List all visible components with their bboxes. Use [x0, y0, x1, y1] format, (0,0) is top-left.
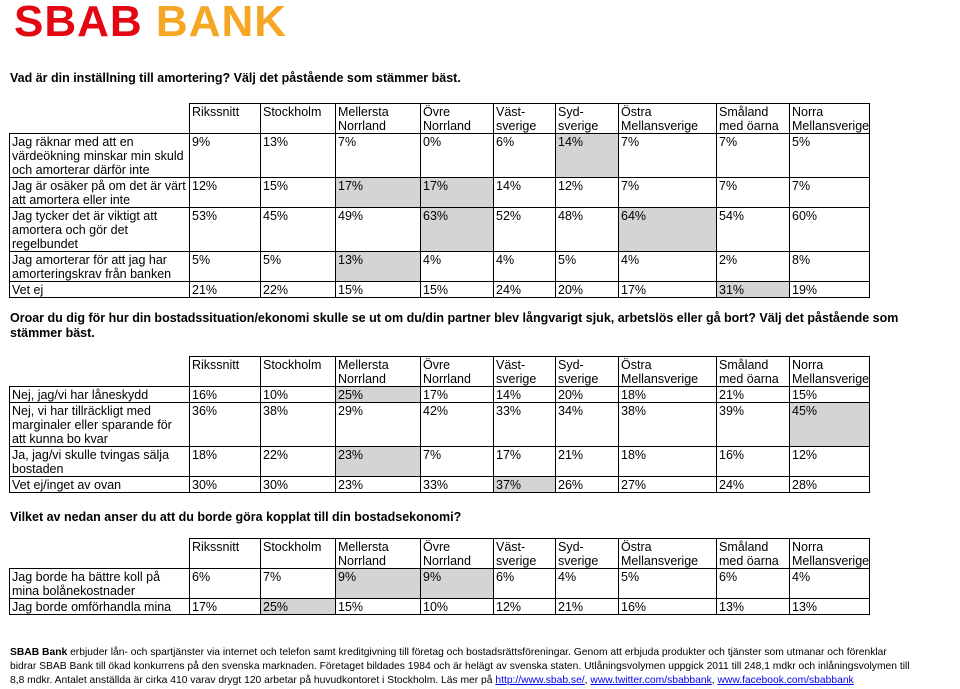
region-header-line: sverige — [496, 119, 537, 133]
question-amortering: Vad är din inställning till amortering? Välj det påstående som stämmer bäst. — [10, 71, 461, 85]
region-header — [790, 357, 870, 387]
value-cell: 12% — [790, 447, 870, 477]
value-cell: 5% — [790, 134, 870, 178]
value-cell: 21% — [556, 599, 619, 615]
table-row — [10, 208, 870, 252]
region-header-line: Östra — [621, 358, 652, 372]
region-header-line: sverige — [558, 372, 599, 386]
value-cell: 2% — [717, 252, 790, 282]
region-header — [190, 357, 261, 387]
table-row — [10, 477, 870, 493]
region-header-line: Östra — [621, 540, 652, 554]
value-cell: 25% — [336, 387, 421, 403]
header-row — [10, 357, 870, 387]
value-cell: 39% — [717, 403, 790, 447]
region-header-line: Mellansverige — [792, 372, 870, 386]
value-cell: 0% — [421, 134, 494, 178]
value-cell: 63% — [421, 208, 494, 252]
table-bostadsekonomi — [9, 538, 870, 615]
question-bostadsekonomi: Vilket av nedan anser du att du borde göra kopplat till din bostadsekonomi? — [10, 510, 462, 524]
value-cell: 4% — [619, 252, 717, 282]
region-header — [421, 357, 494, 387]
value-cell: 45% — [261, 208, 336, 252]
value-cell: 16% — [619, 599, 717, 615]
region-header-line: Övre — [423, 105, 451, 119]
value-cell: 23% — [336, 447, 421, 477]
region-header-line: Syd- — [558, 540, 584, 554]
header-row — [10, 539, 870, 569]
value-cell: 52% — [494, 208, 556, 252]
region-header-line: Mellansverige — [792, 119, 870, 133]
row-label: Jag borde omförhandla mina — [10, 599, 190, 615]
table-row — [10, 387, 870, 403]
link-sbab[interactable]: http://www.sbab.se/ — [495, 675, 585, 686]
region-header-line: Mellansverige — [792, 554, 870, 568]
value-cell: 7% — [717, 178, 790, 208]
value-cell: 17% — [494, 447, 556, 477]
value-cell: 14% — [556, 134, 619, 178]
logo-sbab: SBAB — [14, 0, 143, 46]
value-cell: 6% — [717, 569, 790, 599]
value-cell: 12% — [556, 178, 619, 208]
table-row — [10, 447, 870, 477]
region-header-line: Mellersta — [338, 358, 389, 372]
value-cell: 7% — [421, 447, 494, 477]
region-header — [619, 104, 717, 134]
region-header-line: Syd- — [558, 105, 584, 119]
value-cell: 10% — [261, 387, 336, 403]
region-header-line: sverige — [558, 554, 599, 568]
header-corner — [10, 539, 190, 569]
value-cell: 24% — [717, 477, 790, 493]
value-cell: 42% — [421, 403, 494, 447]
region-header-line: Stockholm — [263, 358, 322, 372]
region-header-line: Stockholm — [263, 540, 322, 554]
value-cell: 7% — [336, 134, 421, 178]
value-cell: 5% — [261, 252, 336, 282]
table-amortering — [9, 103, 870, 298]
region-header-line: Norrland — [338, 554, 386, 568]
value-cell: 21% — [190, 282, 261, 298]
region-header-line: Syd- — [558, 358, 584, 372]
value-cell: 33% — [421, 477, 494, 493]
region-header-line: Mellersta — [338, 540, 389, 554]
value-cell: 9% — [421, 569, 494, 599]
table-row — [10, 252, 870, 282]
value-cell: 38% — [261, 403, 336, 447]
region-header — [556, 357, 619, 387]
row-label: Jag amorterar för att jag har amorteringskrav från banken — [10, 252, 190, 282]
row-label: Jag räknar med att en värdeökning minskar min skuld och amorterar därför inte — [10, 134, 190, 178]
value-cell: 24% — [494, 282, 556, 298]
region-header-line: Mellansverige — [621, 372, 699, 386]
region-header — [717, 357, 790, 387]
region-header — [336, 357, 421, 387]
region-header-line: med öarna — [719, 372, 779, 386]
table-row — [10, 134, 870, 178]
row-label: Ja, jag/vi skulle tvingas sälja bostaden — [10, 447, 190, 477]
value-cell: 21% — [556, 447, 619, 477]
value-cell: 31% — [717, 282, 790, 298]
value-cell: 9% — [190, 134, 261, 178]
value-cell: 18% — [190, 447, 261, 477]
table-bostadssituation — [9, 356, 870, 493]
region-header-line: Övre — [423, 540, 451, 554]
value-cell: 54% — [717, 208, 790, 252]
region-header-line: sverige — [496, 554, 537, 568]
value-cell: 6% — [494, 569, 556, 599]
value-cell: 5% — [190, 252, 261, 282]
value-cell: 45% — [790, 403, 870, 447]
region-header-line: Småland — [719, 105, 769, 119]
value-cell: 7% — [790, 178, 870, 208]
region-header — [494, 357, 556, 387]
region-header-line: Norra — [792, 105, 824, 119]
value-cell: 13% — [717, 599, 790, 615]
value-cell: 29% — [336, 403, 421, 447]
value-cell: 16% — [190, 387, 261, 403]
region-header — [494, 104, 556, 134]
region-header — [261, 357, 336, 387]
value-cell: 6% — [190, 569, 261, 599]
region-header-line: med öarna — [719, 119, 779, 133]
region-header-line: Småland — [719, 540, 769, 554]
region-header — [556, 104, 619, 134]
value-cell: 27% — [619, 477, 717, 493]
value-cell: 34% — [556, 403, 619, 447]
region-header-line: Stockholm — [263, 105, 322, 119]
region-header-line: Väst- — [496, 358, 526, 372]
region-header — [619, 357, 717, 387]
value-cell: 9% — [336, 569, 421, 599]
value-cell: 12% — [494, 599, 556, 615]
value-cell: 53% — [190, 208, 261, 252]
region-header — [556, 539, 619, 569]
row-label: Vet ej/inget av ovan — [10, 477, 190, 493]
region-header-line: Mellersta — [338, 105, 389, 119]
value-cell: 22% — [261, 282, 336, 298]
footer-line-3 — [10, 674, 960, 688]
region-header-line: Norrland — [423, 554, 471, 568]
value-cell: 23% — [336, 477, 421, 493]
region-header — [421, 104, 494, 134]
value-cell: 17% — [336, 178, 421, 208]
value-cell: 4% — [556, 569, 619, 599]
value-cell: 7% — [717, 134, 790, 178]
value-cell: 18% — [619, 387, 717, 403]
value-cell: 15% — [336, 599, 421, 615]
value-cell: 15% — [790, 387, 870, 403]
value-cell: 4% — [790, 569, 870, 599]
value-cell: 64% — [619, 208, 717, 252]
value-cell: 17% — [421, 387, 494, 403]
header-corner — [10, 104, 190, 134]
region-header — [494, 539, 556, 569]
value-cell: 48% — [556, 208, 619, 252]
logo-bank: BANK — [155, 0, 288, 46]
value-cell: 13% — [336, 252, 421, 282]
footer-brand: SBAB Bank — [10, 647, 68, 658]
region-header — [790, 104, 870, 134]
region-header-line: Norrland — [338, 372, 386, 386]
value-cell: 15% — [261, 178, 336, 208]
region-header-line: sverige — [558, 119, 599, 133]
region-header-line: Norrland — [423, 372, 471, 386]
value-cell: 7% — [261, 569, 336, 599]
row-label: Jag borde ha bättre koll på mina bolånekostnader — [10, 569, 190, 599]
footer-sep-1: , — [584, 675, 591, 686]
value-cell: 14% — [494, 178, 556, 208]
value-cell: 4% — [494, 252, 556, 282]
region-header-line: Rikssnitt — [192, 358, 240, 372]
value-cell: 30% — [190, 477, 261, 493]
value-cell: 7% — [619, 178, 717, 208]
question-bostadssituation: Oroar du dig för hur din bostadssituation/ekonomi skulle se ut om du/din partner blev långvarigt sjuk, arbetslös eller gå bort? Välj det påstående som stämmer bäst. — [10, 311, 899, 340]
region-header — [421, 539, 494, 569]
value-cell: 14% — [494, 387, 556, 403]
region-header — [619, 539, 717, 569]
value-cell: 17% — [421, 178, 494, 208]
value-cell: 19% — [790, 282, 870, 298]
value-cell: 10% — [421, 599, 494, 615]
table-row — [10, 599, 870, 615]
row-label: Jag tycker det är viktigt att amortera och gör det regelbundet — [10, 208, 190, 252]
row-label: Jag är osäker på om det är värt att amortera eller inte — [10, 178, 190, 208]
region-header-line: Mellansverige — [621, 554, 699, 568]
table-row — [10, 282, 870, 298]
region-header — [336, 539, 421, 569]
table-row — [10, 178, 870, 208]
value-cell: 6% — [494, 134, 556, 178]
footer-sep-2: , — [711, 675, 718, 686]
region-header-line: Väst- — [496, 105, 526, 119]
region-header-line: Norrland — [423, 119, 471, 133]
region-header — [717, 539, 790, 569]
region-header — [190, 539, 261, 569]
link-twitter[interactable]: www.twitter.com/sbabbank — [590, 675, 712, 686]
header-corner — [10, 357, 190, 387]
value-cell: 15% — [421, 282, 494, 298]
footer — [10, 646, 960, 688]
region-header-line: Övre — [423, 358, 451, 372]
value-cell: 36% — [190, 403, 261, 447]
value-cell: 13% — [790, 599, 870, 615]
value-cell: 4% — [421, 252, 494, 282]
value-cell: 30% — [261, 477, 336, 493]
value-cell: 18% — [619, 447, 717, 477]
footer-text-3: 8,8 mdkr. Antalet anställda är cirka 410 varav drygt 120 arbetar på huvudkontoret i Stockholm. Läs mer på — [10, 675, 496, 686]
region-header-line: Mellansverige — [621, 119, 699, 133]
value-cell: 21% — [717, 387, 790, 403]
value-cell: 38% — [619, 403, 717, 447]
value-cell: 28% — [790, 477, 870, 493]
footer-text-1: erbjuder lån- och spartjänster via internet och telefon samt kreditgivning till företag och bostadsrättsföreningar. Genom att erbjuda produkter och tjänster som utmanar och förenklar — [67, 647, 887, 658]
region-header-line: med öarna — [719, 554, 779, 568]
row-label: Nej, jag/vi har låneskydd — [10, 387, 190, 403]
value-cell: 5% — [619, 569, 717, 599]
row-label: Vet ej — [10, 282, 190, 298]
value-cell: 22% — [261, 447, 336, 477]
value-cell: 49% — [336, 208, 421, 252]
value-cell: 16% — [717, 447, 790, 477]
value-cell: 8% — [790, 252, 870, 282]
region-header — [261, 539, 336, 569]
value-cell: 15% — [336, 282, 421, 298]
table-row — [10, 403, 870, 447]
region-header — [190, 104, 261, 134]
value-cell: 20% — [556, 387, 619, 403]
value-cell: 17% — [619, 282, 717, 298]
value-cell: 12% — [190, 178, 261, 208]
table-row — [10, 569, 870, 599]
sbab-bank-logo — [14, 0, 287, 44]
value-cell: 5% — [556, 252, 619, 282]
value-cell: 7% — [619, 134, 717, 178]
value-cell: 37% — [494, 477, 556, 493]
row-label: Nej, vi har tillräckligt med marginaler eller sparande för att kunna bo kvar — [10, 403, 190, 447]
value-cell: 26% — [556, 477, 619, 493]
region-header-line: Norra — [792, 358, 824, 372]
value-cell: 20% — [556, 282, 619, 298]
region-header — [261, 104, 336, 134]
header-row — [10, 104, 870, 134]
value-cell: 33% — [494, 403, 556, 447]
value-cell: 17% — [190, 599, 261, 615]
value-cell: 13% — [261, 134, 336, 178]
region-header-line: Norra — [792, 540, 824, 554]
value-cell: 25% — [261, 599, 336, 615]
footer-line-1 — [10, 646, 960, 660]
value-cell: 60% — [790, 208, 870, 252]
region-header — [717, 104, 790, 134]
region-header-line: Småland — [719, 358, 769, 372]
region-header-line: Rikssnitt — [192, 105, 240, 119]
region-header-line: Väst- — [496, 540, 526, 554]
footer-line-2: bidrar SBAB Bank till ökad konkurrens på den svenska marknaden. Företaget bildades 1984 och är helägt av svenska staten. Utlåningsvolymen uppgick 2011 till 248,1 mdkr och inlåningsvolymen till — [10, 661, 910, 672]
region-header — [336, 104, 421, 134]
region-header — [790, 539, 870, 569]
region-header-line: Rikssnitt — [192, 540, 240, 554]
link-facebook[interactable]: www.facebook.com/sbabbank — [717, 675, 854, 686]
region-header-line: sverige — [496, 372, 537, 386]
region-header-line: Norrland — [338, 119, 386, 133]
region-header-line: Östra — [621, 105, 652, 119]
